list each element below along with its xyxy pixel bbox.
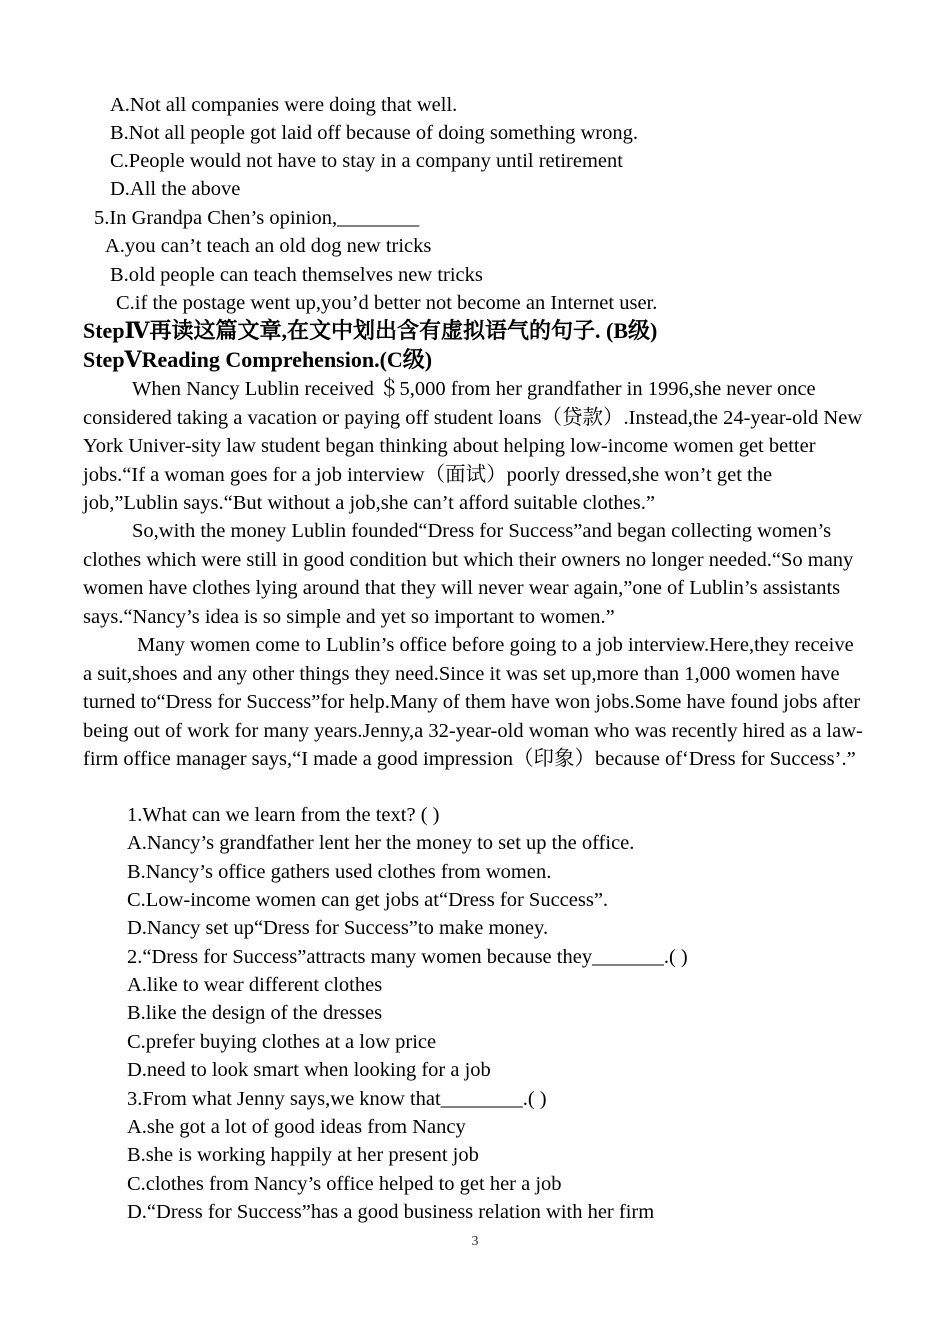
- question-2-option-d: D.need to look smart when looking for a job: [127, 1059, 491, 1081]
- q4-option-c: C.People would not have to stay in a company until retirement: [110, 150, 623, 172]
- step4-heading: StepⅣ再读这篇文章,在文中划出含有虚拟语气的句子. (B级): [83, 318, 658, 343]
- q5-option-c: C.if the postage went up,you’d better not become an Internet user.: [116, 292, 658, 314]
- question-2-stem: 2.“Dress for Success”attracts many women because they_______.( ): [127, 946, 688, 968]
- step5-heading: StepⅤReading Comprehension.(C级): [83, 347, 433, 372]
- question-3-option-d: D.“Dress for Success”has a good business relation with her firm: [127, 1201, 655, 1223]
- question-1-stem: 1.What can we learn from the text? ( ): [127, 804, 440, 826]
- q5-option-b: B.old people can teach themselves new tricks: [110, 264, 483, 286]
- question-1-option-a: A.Nancy’s grandfather lent her the money to set up the office.: [127, 832, 635, 854]
- question-2-option-c: C.prefer buying clothes at a low price: [127, 1031, 437, 1053]
- question-3-option-c: C.clothes from Nancy’s office helped to get her a job: [127, 1173, 562, 1195]
- page-number: 3: [471, 1234, 479, 1249]
- question-2-option-a: A.like to wear different clothes: [127, 974, 383, 996]
- question-1-option-b: B.Nancy’s office gathers used clothes from women.: [127, 861, 552, 883]
- q4-option-b: B.Not all people got laid off because of doing something wrong.: [110, 122, 638, 144]
- passage-paragraph-2: So,with the money Lublin founded“Dress for Success”and began collecting women’s clothes which were still in good condition but which their owners no longer needed.“So many women have clothes lying around that they will never wear again,”one of Lublin’s assistants says.“Nancy’s idea is so simple and yet so important to women.”: [83, 520, 854, 628]
- question-1-option-d: D.Nancy set up“Dress for Success”to make money.: [127, 917, 549, 939]
- q4-option-d: D.All the above: [110, 178, 241, 200]
- q4-option-a: A.Not all companies were doing that well.: [110, 94, 458, 116]
- question-1-option-c: C.Low-income women can get jobs at“Dress for Success”.: [127, 889, 609, 911]
- question-3-option-b: B.she is working happily at her present job: [127, 1144, 479, 1166]
- passage-paragraph-1: When Nancy Lublin received ＄5,000 from her grandfather in 1996,she never once considered taking a vacation or paying off student loans（贷款）.Instead,the 24-year-old New York Univer-sity law student began thinking about helping low-income women get better jobs.“If a woman goes for a job interview（面试）poorly dressed,she won’t get the job,”Lublin says.“But without a job,she can’t afford suitable clothes.”: [83, 378, 863, 514]
- passage-paragraph-3: Many women come to Lublin’s office before going to a job interview.Here,they receive a suit,shoes and any other things they need.Since it was set up,more than 1,000 women have turned to“Dress for Success”for help.Many of them have won jobs.Some have found jobs after being out of work for many years.Jenny,a 32-year-old woman who was recently hired as a law-firm office manager says,“I made a good impression（印象）because of‘Dress for Success’.”: [83, 634, 863, 770]
- question-2-option-b: B.like the design of the dresses: [127, 1002, 383, 1024]
- question-3-stem: 3.From what Jenny says,we know that________.( ): [127, 1088, 547, 1110]
- question-3-option-a: A.she got a lot of good ideas from Nancy: [127, 1116, 466, 1138]
- q5-stem: 5.In Grandpa Chen’s opinion,________: [94, 207, 420, 229]
- q5-option-a: A.you can’t teach an old dog new tricks: [105, 235, 432, 257]
